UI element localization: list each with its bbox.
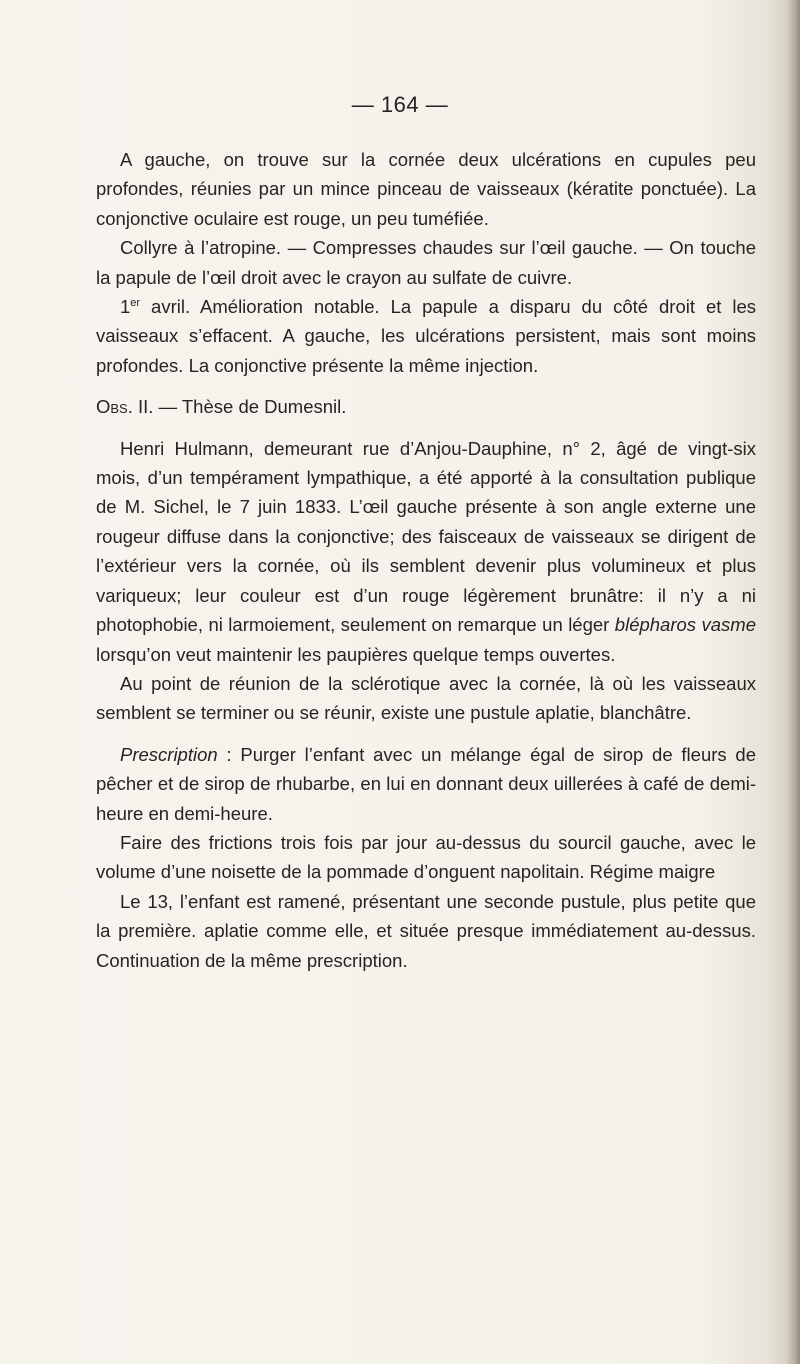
paragraph-prescription [96,740,756,828]
prescription-label: Prescription [120,743,218,765]
page-body [96,145,756,975]
patient-case-italic-term: blépharos vasme [614,614,756,636]
page-edge-shadow [786,0,800,1364]
paragraph-pustule: Au point de réunion de la sclérotique avec la cornée, là où les vaisseaux semblent se terminer ou se réunir, existe une pustule aplatie, blanchâtre. [96,672,756,724]
observation-label: Obs. II. [96,396,154,418]
page-number: — 164 — [351,92,449,117]
patient-case-text-a: Henri Hulmann, demeurant rue d’Anjou-Dauphine, n° 2, âgé de vingt-six mois, d’un tempérament lympathique, a été apporté à la consultation publique de M. Sichel, le 7 juin 1833. L’œil gauche présente à son angle externe une rougeur diffuse dans la conjonctive; des faisceaux de vaisseaux se dirigent de l’extérieur vers la cornée, où ils semblent devenir plus volumineux et plus variqueux; leur couleur est d’un rouge légèrement brunâtre: il n’y a ni photophobie, ni larmoiement, seulement on remarque un léger [96,437,756,636]
paragraph-april-note [96,292,756,380]
prescription-text: : Purger l’enfant avec un mélange égal de sirop de fleurs de pêcher et de sirop de rhubarbe, en lui en donnant deux uillerées à café de demi-heure en demi-heure. [96,743,756,824]
patient-case-text-b: lorsqu’on veut maintenir les paupières quelque temps ouvertes. [96,643,616,665]
april-note-text: avril. Amélioration notable. La papule a disparu du côté droit et les vaisseaux s’effacent. A gauche, les ulcérations persistent, mais sont moins profondes. La conjonctive présente la même injection. [96,296,756,376]
paragraph-followup: Le 13, l’enfant est ramené, présentant une seconde pustule, plus petite que la première. aplatie comme elle, et située presque immédiatement au-dessus. Continuation de la même prescription. [96,890,756,971]
april-day-suffix: er [130,296,141,309]
observation-heading [96,392,756,421]
paragraph-frictions: Faire des frictions trois fois par jour au-dessus du sourcil gauche, avec le volume d’une noisette de la pommade d’onguent napolitain. Régime maigre [96,831,756,883]
paragraph-cornea-description: A gauche, on trouve sur la cornée deux ulcérations en cupules peu profondes, réunies par un mince pinceau de vaisseaux (kératite ponctuée). La conjonctive oculaire est rouge, un peu tuméfiée. [96,149,756,229]
april-day: 1 [120,296,131,318]
paragraph-patient-case [96,434,756,669]
paragraph-treatment: Collyre à l’atropine. — Compresses chaudes sur l’œil gauche. — On touche la papule de l’œil droit avec le crayon au sulfate de cuivre. [96,237,756,288]
observation-source: — Thèse de Dumesnil. [153,396,347,418]
